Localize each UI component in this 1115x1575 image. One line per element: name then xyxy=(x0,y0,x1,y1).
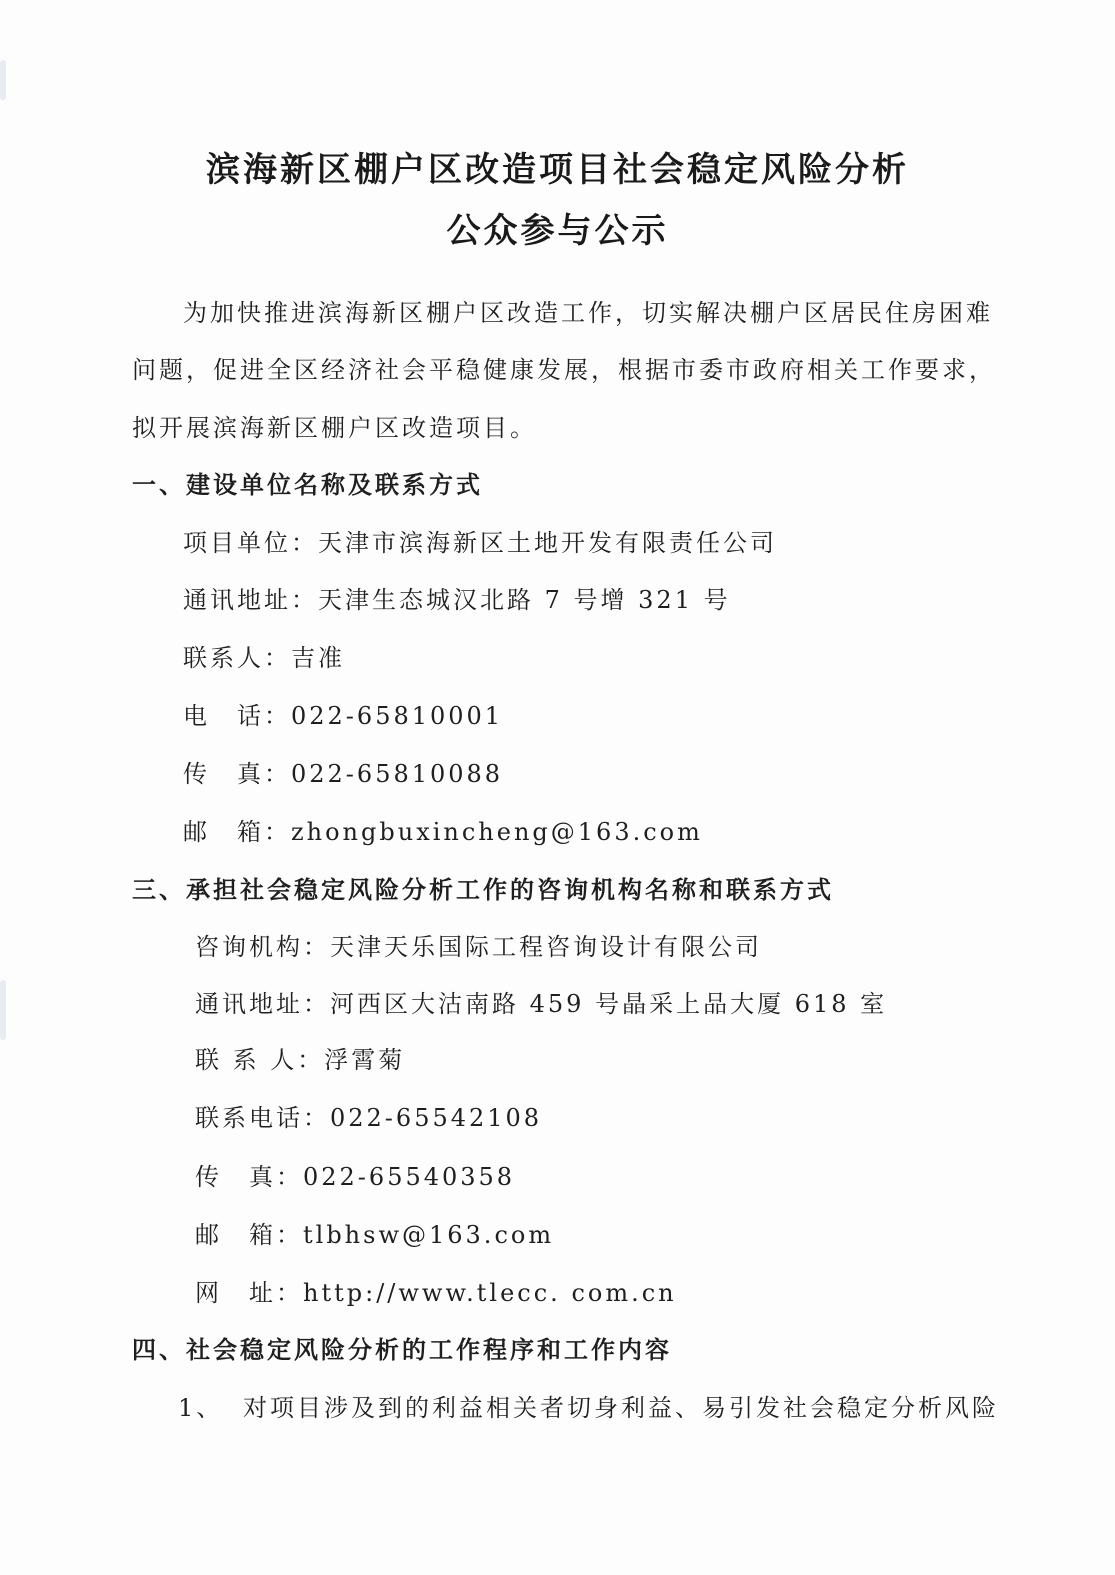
scan-edge-mark xyxy=(0,60,6,100)
field-consulting-email xyxy=(195,1218,554,1252)
document-subtitle: 公众参与公示 xyxy=(446,211,669,251)
field-value: 022-65540358 xyxy=(303,1163,516,1191)
field-phone xyxy=(183,699,503,733)
field-consulting-org xyxy=(195,930,762,964)
field-value: 吉准 xyxy=(291,644,345,672)
field-value: 天津市滨海新区土地开发有限责任公司 xyxy=(318,529,777,557)
field-consulting-fax xyxy=(195,1160,515,1194)
section-heading-consulting-agency: 三、承担社会稳定风险分析工作的咨询机构名称和联系方式 xyxy=(132,876,834,904)
section-heading-construction-unit: 一、建设单位名称及联系方式 xyxy=(132,471,483,499)
field-email xyxy=(183,815,703,849)
field-label: 网 址： xyxy=(195,1279,303,1307)
field-value: 河西区大沽南路 459 号晶采上品大厦 618 室 xyxy=(330,990,888,1018)
field-label: 传 真： xyxy=(183,760,291,788)
field-label: 通讯地址： xyxy=(183,586,318,614)
document-title: 滨海新区棚户区改造项目社会稳定风险分析 xyxy=(206,150,909,190)
field-value: tlbhsw@163.com xyxy=(303,1221,555,1249)
field-label: 咨询机构： xyxy=(195,933,330,961)
field-consulting-address xyxy=(195,987,887,1021)
list-item-text: 对项目涉及到的利益相关者切身利益、易引发社会稳定分析风险 xyxy=(243,1394,999,1422)
field-label: 电 话： xyxy=(183,702,291,730)
field-address xyxy=(183,583,731,617)
field-consulting-contact xyxy=(195,1043,405,1077)
field-value: zhongbuxincheng@163.com xyxy=(291,818,703,846)
scan-edge-mark xyxy=(0,980,6,1040)
field-value: http://www.tlecc. com.cn xyxy=(303,1279,677,1307)
field-label: 邮 箱： xyxy=(183,818,291,846)
field-consulting-website xyxy=(195,1276,677,1310)
list-item-number: 1、 xyxy=(178,1394,224,1422)
intro-paragraph-line: 为加快推进滨海新区棚户区改造工作，切实解决棚户区居民住房困难 xyxy=(183,299,993,327)
field-label: 传 真： xyxy=(195,1163,303,1191)
field-project-unit xyxy=(183,526,777,560)
field-label: 联 系 人： xyxy=(195,1046,325,1074)
section-heading-work-procedure: 四、社会稳定风险分析的工作程序和工作内容 xyxy=(132,1336,672,1364)
field-value: 天津天乐国际工程咨询设计有限公司 xyxy=(330,933,762,961)
field-contact xyxy=(183,641,345,675)
field-value: 022-65810088 xyxy=(291,760,504,788)
intro-paragraph-line: 拟开展滨海新区棚户区改造项目。 xyxy=(132,414,537,442)
field-label: 邮 箱： xyxy=(195,1221,303,1249)
field-label: 联系人： xyxy=(183,644,291,672)
field-label: 通讯地址： xyxy=(195,990,330,1018)
field-value: 022-65542108 xyxy=(330,1104,543,1132)
field-value: 022-65810001 xyxy=(291,702,504,730)
field-value: 天津生态城汉北路 7 号增 321 号 xyxy=(318,586,731,614)
intro-paragraph-line: 问题，促进全区经济社会平稳健康发展，根据市委市政府相关工作要求， xyxy=(132,356,996,384)
field-consulting-phone xyxy=(195,1101,542,1135)
field-value: 浮霄菊 xyxy=(324,1046,406,1074)
field-label: 项目单位： xyxy=(183,529,318,557)
field-fax xyxy=(183,757,503,791)
field-label: 联系电话： xyxy=(195,1104,330,1132)
